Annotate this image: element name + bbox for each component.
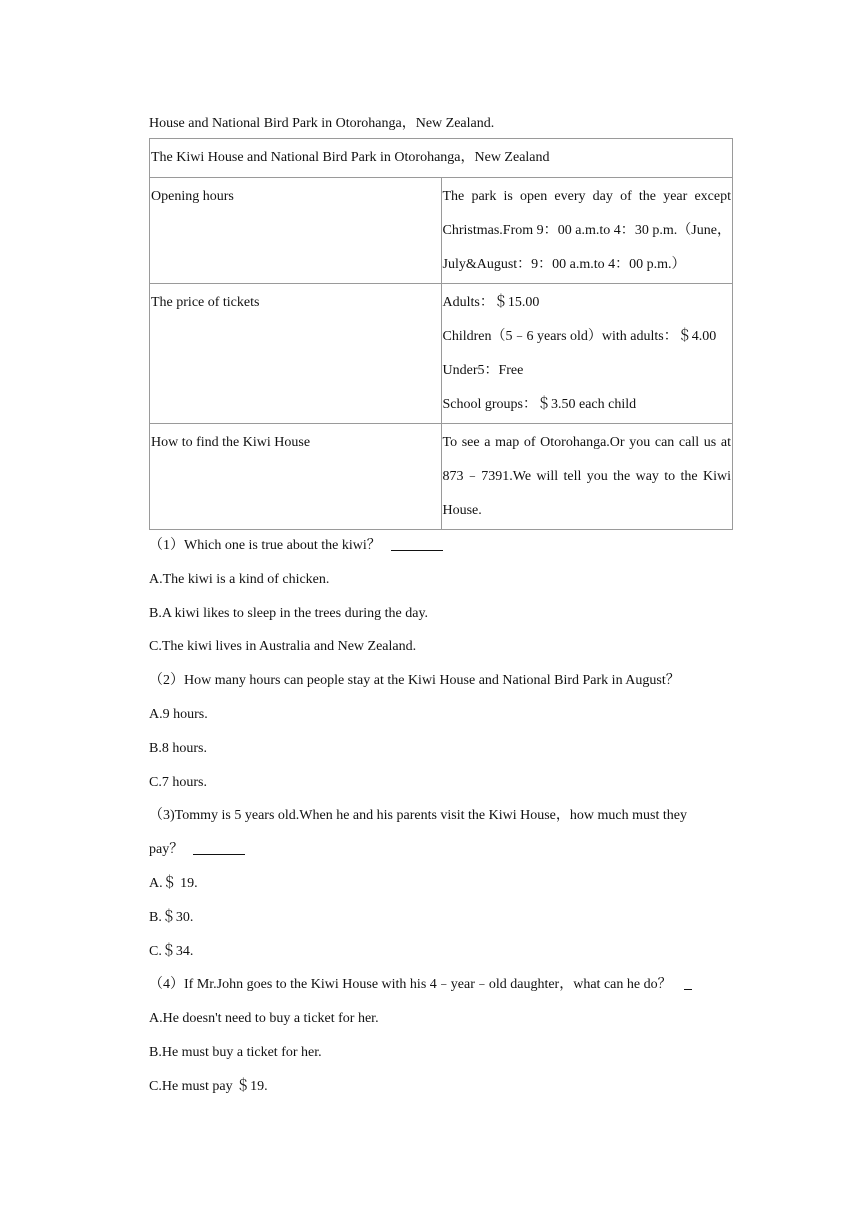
- option-4c: C.He must pay ＄19.: [149, 1078, 268, 1094]
- question-stem: [149, 664, 733, 698]
- row-label-ticket-price: The price of tickets: [150, 284, 442, 424]
- value-line: Christmas.From 9：00 a.m.to 4：30 p.m.（June，: [442, 223, 731, 238]
- option-3a: A.＄ 19.: [149, 875, 198, 891]
- option-2b: B.8 hours.: [149, 740, 207, 756]
- option-2a: A.9 hours.: [149, 706, 208, 722]
- value-line: The park is open every day of the year except: [442, 189, 731, 204]
- question-2-text: （2）How many hours can people stay at the Kiwi House and National Bird Park in August？: [149, 673, 680, 689]
- table-row: [150, 424, 733, 530]
- value-line: July&August：9：00 a.m.to 4：00 p.m.）: [442, 257, 686, 272]
- value-line: Under5：Free: [442, 363, 524, 378]
- row-value-ticket-price: [441, 284, 733, 424]
- option-1c: C.The kiwi lives in Australia and New Zealand.: [149, 639, 417, 655]
- option-3b: B.＄30.: [149, 909, 194, 925]
- row-value-directions: [441, 424, 733, 530]
- value-line: 873﹣7391.We will tell you the way to the Kiwi: [442, 469, 731, 484]
- table-row: [150, 284, 733, 424]
- value-line: Adults：＄15.00: [442, 295, 540, 310]
- question-1-text: （1）Which one is true about the kiwi？: [149, 538, 381, 553]
- option-1b: B.A kiwi likes to sleep in the trees during the day.: [149, 605, 429, 621]
- row-value-opening-hours: [441, 178, 733, 284]
- row-label-directions: How to find the Kiwi House: [150, 424, 442, 530]
- table-row: [150, 178, 733, 284]
- table-title-row: [150, 139, 733, 178]
- answer-blank[interactable]: [391, 536, 443, 551]
- intro-text: House and National Bird Park in Otorohanga，New Zealand.: [149, 116, 495, 131]
- row-label-opening-hours: Opening hours: [150, 178, 442, 284]
- option-1a: A.The kiwi is a kind of chicken.: [149, 571, 330, 587]
- value-line: To see a map of Otorohanga.Or you can call us at: [442, 435, 731, 450]
- question-3-text-cont: pay？: [149, 842, 184, 858]
- option-4a: A.He doesn't need to buy a ticket for her.: [149, 1011, 379, 1027]
- question-3-text: （3)Tommy is 5 years old.When he and his parents visit the Kiwi House，how much must they: [149, 808, 687, 824]
- question-stem-continued: [149, 833, 733, 867]
- option-4b: B.He must buy a ticket for her.: [149, 1044, 322, 1060]
- info-table: [149, 138, 733, 530]
- answer-blank[interactable]: [684, 975, 692, 990]
- question-stem: [149, 529, 733, 563]
- option-3c: C.＄34.: [149, 943, 194, 959]
- value-line: Children（5﹣6 years old）with adults：＄4.00: [442, 329, 717, 344]
- answer-blank[interactable]: [193, 840, 245, 855]
- question-stem: [149, 968, 733, 1002]
- question-4-text: （4）If Mr.John goes to the Kiwi House with his 4﹣year﹣old daughter，what can he do？: [149, 977, 672, 993]
- question-stem: [149, 799, 733, 833]
- option-2c: C.7 hours.: [149, 774, 207, 790]
- table-title: The Kiwi House and National Bird Park in Otorohanga，New Zealand: [150, 139, 733, 178]
- questions-section: [149, 529, 733, 1104]
- value-line: House.: [442, 503, 482, 518]
- value-line: School groups：＄3.50 each child: [442, 397, 637, 412]
